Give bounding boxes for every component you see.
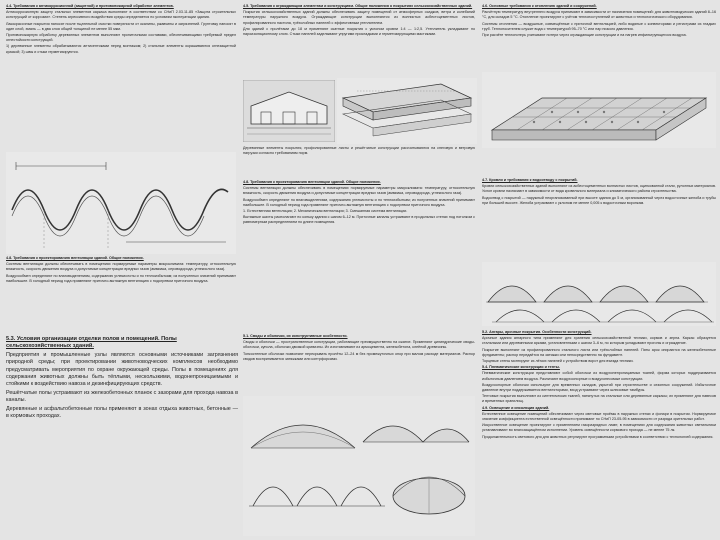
section-paragraph: Покрытие выполняют из профилированного стального листа или трёхслойных панелей. Пяты арок опираются на железобетонные фундаменты; распор передаётся на затяжки или непосредственно на фундамент. (482, 347, 716, 357)
section-paragraph: Воздухообмен определяют по влаговыделениям, содержанию углекислоты и по теплоизбыткам; из полученных значений принимают наибольшее. В холодный период года применяют приточно-вытяжную вентиляцию с подогревом приточного воздуха. (6, 273, 236, 283)
section-4-8-col1 (6, 256, 236, 332)
section-paragraph: Тентовые покрытия выполняют из синтетических тканей, натянутых на стальные или деревянные каркасы; их применяют для навесов и временных хранилищ. (482, 394, 716, 404)
section-paragraph: 1. Естественная вентиляция; 2. Механическая вентиляция; 3. Смешанная система вентиляции. (243, 209, 408, 214)
section-paragraph: При расчёте теплопотерь учитывают потери через ограждающие конструкции и на нагрев инфильтрующегося воздуха. (482, 33, 687, 38)
section-paragraph: Воздухоопорные оболочки используют для временных складов, укрытий при строительстве и сезонных сооружений. Избыточное давление внутри поддерживается вентиляторами, вход устраивают через шлюзовые тамбуры. (482, 382, 716, 393)
section-paragraph: Вытяжные шахты располагают по коньку здания с шагом 6–12 м. Приточные каналы устраивают в продольных стенах под потолком с равномерным распределением по длине помещения. (243, 215, 475, 225)
section-paragraph: Арочные здания ангарного типа применяют для хранения сельскохозяйственной техники, кормов и зерна. Каркас образуется стальными или деревянными арками, установленными с шагом 3–6 м, по которым укладывают прогоны и ограждение. (482, 336, 716, 346)
section-paragraph: Деревянные элементы покрытия, профилированные листы и решётчатые конструкции рассчитываются на снеговую и ветровую нагрузки согласно требованиям норм. (243, 146, 475, 156)
section-4-5-continued-text (243, 146, 475, 176)
section-paragraph: 1) деревянные элементы обрабатываются антисептиками перед монтажом; 2) стальные элементы окрашиваются огнезащитной краской; 3) швы и стыки герметизируются. (6, 44, 236, 54)
section-title: 4.5. Требования к ограждающим элементам и конструкциям. Общие положения о покрытиях сельскохозяйственных зданий. (243, 4, 473, 8)
section-paragraph: Антикоррозионную защиту стальных элементов каркаса выполняют в соответствии со СНиП 2.03.11-85 «Защита строительных конструкций от коррозии». Степень агрессивного воздействия среды определяется по условиям эксплуатации здания. (6, 10, 236, 20)
section-title: 5.1. Своды и оболочки, их конструктивные особенности. (243, 334, 348, 338)
section-4-6 (482, 4, 716, 70)
section-paragraph: Системы вентиляции должны обеспечивать в помещениях нормируемые параметры микроклимата: температуру, относительную влажность, скорость движения воздуха и допустимые концентрации вредных газов (аммиака, сероводорода, углекислого газа). (6, 262, 236, 272)
roof-sheet-profile-drawing (6, 152, 236, 254)
section-title: 4.9. Освещение и инсоляция зданий. (482, 405, 550, 410)
section-title: 5.3. Условия организации отделки полов и помещений. Полы сельскохозяйственных зданий. (6, 336, 177, 350)
section-title: 4.8. Требования к проектированию вентиляции зданий. Общие положения. (243, 180, 381, 184)
section-paragraph: Решётчатые полы устраивают из железобетонных планок с зазорами для прохода навоза в каналы. (6, 389, 238, 404)
section-paragraph: Расчётную температуру внутреннего воздуха принимают в зависимости от назначения помещений: для животноводческих зданий 8–16 °C, для складов 5 °C. Отопление проектируют с учётом теплопоступлений от животных и технологического оборудования. (482, 10, 716, 20)
section-paragraph: Своды и оболочки — пространственные конструкции, работающие преимущественно на сжатие. Применяют цилиндрические своды-оболочки, купола, оболочки двоякой кривизны. Их изготавливают из армоцемента, железобетона, клеёной древесины. (243, 340, 475, 350)
section-title: 4.6. Основные требования к отоплению зданий и сооружений. (482, 4, 597, 8)
section-paragraph: Деревянные и асфальтобетонные полы применяют в зонах отдыха животных, бетонные — в кормовых проходах. (6, 405, 238, 420)
section-paragraph: Противопожарную обработку деревянных элементов выполняют пропиточными составами, обеспечивающими требуемый предел огнестойкости конструкций. (6, 33, 236, 43)
roof-panel-layers-drawing (337, 78, 477, 144)
section-paragraph: Торцевые стены монтируют из лёгких панелей с устройством ворот для въезда техники. (482, 359, 634, 364)
section-paragraph: Системы отопления — воздушные, совмещённые с приточной вентиляцией, либо водяные с конвекторами и регистрами из гладких труб. Теплоносителем служит вода с температурой 95–70 °C или пар низкого давления. (482, 21, 716, 31)
section-paragraph: Искусственное освещение проектируют с применением газоразрядных ламп; в помещениях для содержания животных светильники устанавливают во влагозащищённом исполнении. Уровень освещённости кормового прохода — не менее 75 лк. (482, 423, 716, 433)
section-4-8 (243, 180, 475, 330)
vault-shells-drawing (243, 396, 475, 536)
section-4-5 (243, 4, 475, 80)
section-paragraph: Предприятия и промышленные узлы являются основными источниками загрязнения природной среды; при проектировании животноводческих комплексов необходимо предусматривать мероприятия по охране окружающей среды. Полы в помещениях для содержания животных должны быть тёплыми, нескользкими, водонепроницаемыми и стойкими к воздействию навоза и дезинфицирующих средств. (6, 351, 238, 388)
section-title: 5.2. Ангары, арочные покрытия. Особенности конструкций. (482, 330, 592, 334)
section-paragraph: Пневматические конструкции представляют собой оболочки из воздухонепроницаемых тканей, форма которых поддерживается избыточным давлением воздуха. Различают воздухоопорные и воздухонесомые конструкции. (482, 371, 716, 381)
section-5-1 (243, 334, 475, 394)
section-paragraph: Для зданий с пролётами до 18 м применяют скатные покрытия с уклоном кровли 1:4 — 1:2,5. Утеплитель укладывают по пароизоляционному слою. Стыки панелей заделывают упругими прокладками и герметизирующими мастиками. (243, 26, 475, 37)
section-paragraph: Системы вентиляции должны обеспечивать в помещениях нормируемые параметры микроклимата: температуру, относительную влажность, скорость движения воздуха и допустимые концентрации вредных газов (аммиака, сероводорода, углекислого газа). (243, 186, 475, 196)
section-4-4 (6, 4, 236, 150)
building-sketch-drawing (243, 80, 335, 142)
section-title: 4.4. Требования к антикоррозионной (защитной) и противопожарной обработке элементов. (6, 4, 174, 8)
section-title: 4.8. Требования к проектированию вентиляции зданий. Общие положения. (6, 256, 144, 260)
section-title: 4.7. Кровли и требования к водоотводу с покрытий. (482, 178, 578, 182)
section-paragraph: Покрытия сельскохозяйственных зданий должны обеспечивать защиту помещений от атмосферных осадков, ветра и колебаний температуры наружного воздуха. Ограждающие конструкции выполняются из волнистых асбестоцементных листов, профилированного настила, трёхслойных панелей с эффективным утеплителем. (243, 10, 475, 25)
section-paragraph: Продолжительность светового дня для животных регулируют программными устройствами в соответствии с технологией содержания. (482, 434, 714, 439)
section-paragraph: Кровли сельскохозяйственных зданий выполняют из асбестоцементных волнистых листов, оцинкованной стали, рулонных материалов. Уклон кровли назначают в зависимости от вида кровельного материала и климатического района строительства. (482, 184, 716, 194)
wall-panel-grid-drawing (482, 72, 716, 148)
section-paragraph: Водоотвод с покрытий — наружный неорганизованный при высоте здания до 5 м, организованный через водосточные желоба и трубы при большей высоте. Желоба устраивают с уклоном не менее 0,005 к водосточным воронкам. (482, 195, 716, 205)
section-4-7 (482, 178, 716, 258)
section-paragraph: Воздухообмен определяют по влаговыделениям, содержанию углекислоты и по теплоизбыткам; из полученных значений принимают наибольшее. В холодный период года применяют приточно-вытяжную вентиляцию с подогревом приточного воздуха. (243, 197, 475, 207)
hangar-arches-drawing (482, 262, 716, 326)
section-paragraph: Тонкостенные оболочки позволяют перекрывать пролёты 12–24 м без промежуточных опор при малом расходе материалов. Распор сводов воспринимается затяжками или контрфорсами. (243, 351, 475, 361)
section-paragraph: Естественное освещение помещений обеспечивают через световые проёмы в наружных стенах и фонари в покрытии. Нормируемое значение коэффициента естественной освещённости принимают по СНиП 23-05-95 в зависимости от разряда зрительных работ. (482, 411, 716, 422)
section-5-2 (482, 330, 716, 536)
section-title: 5.4. Пневматические конструкции и тенты. (482, 365, 560, 370)
section-paragraph: Лакокрасочные покрытия наносят после тщательной очистки поверхности от окалины, ржавчины и загрязнений. Грунтовку наносят в один слой, эмаль — в два слоя общей толщиной не менее 55 мкм. (6, 21, 236, 31)
section-5-3 (6, 336, 238, 536)
